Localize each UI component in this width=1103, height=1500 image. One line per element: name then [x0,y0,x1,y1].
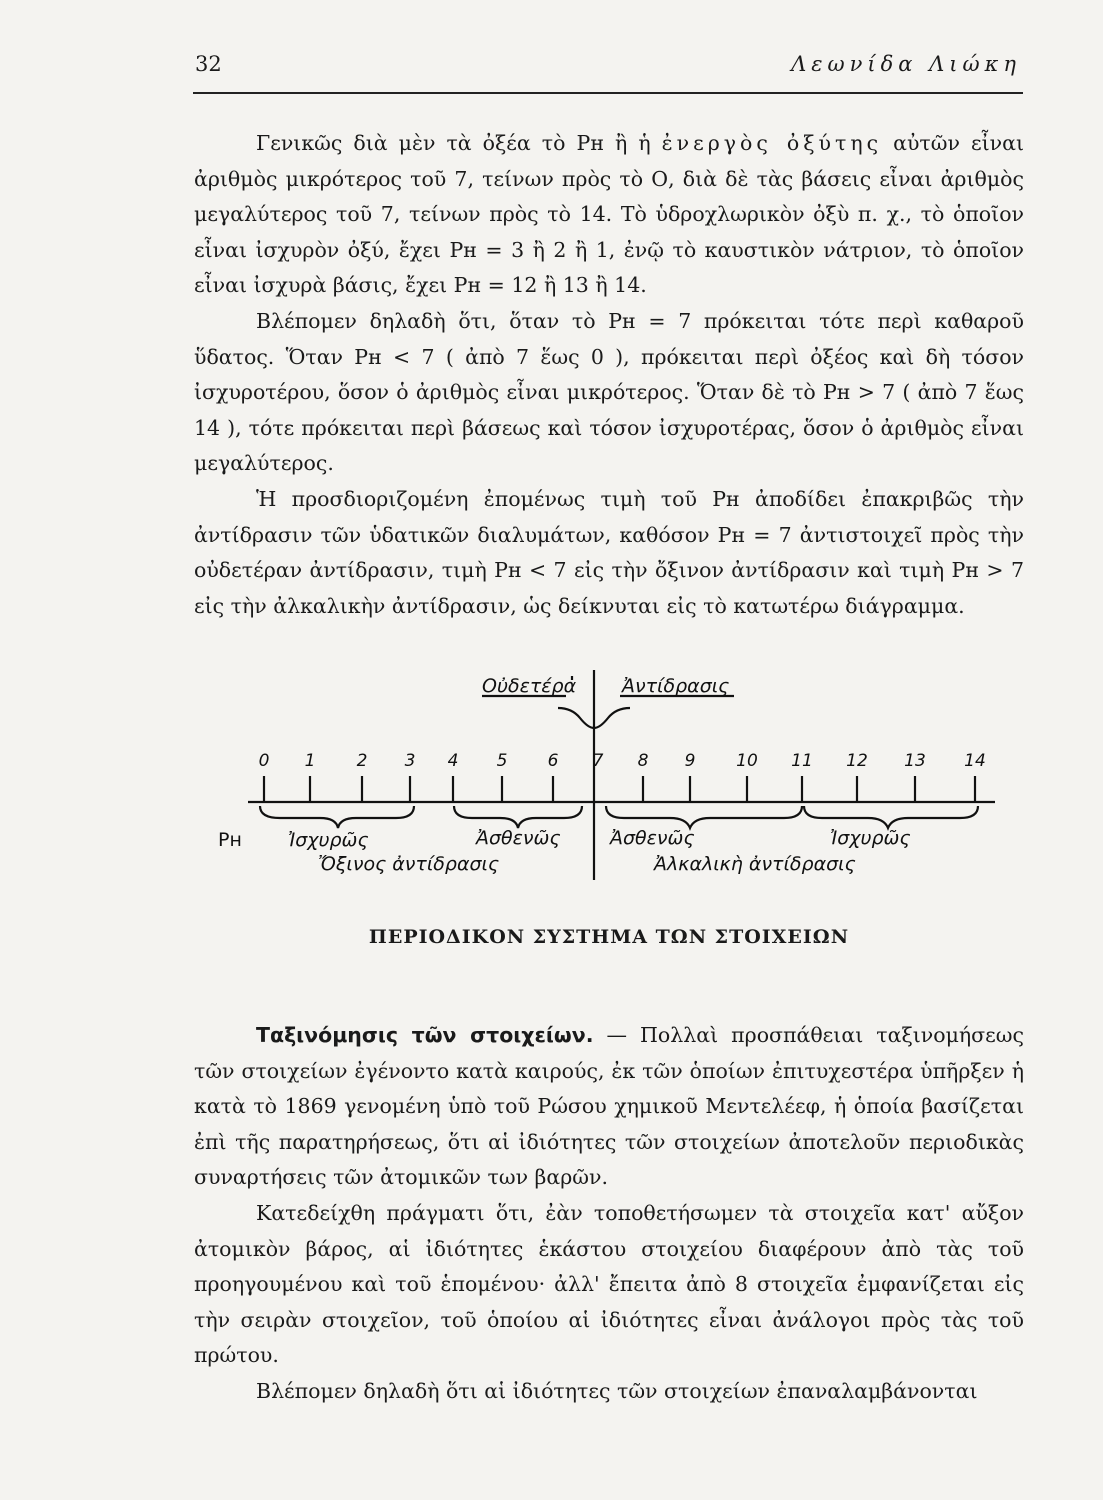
label-base-weak: Ἀσθενῶς [610,827,695,849]
ph-number: 14 [964,751,986,771]
text-block-top [194,126,1024,624]
ph-scale-svg [200,668,1020,898]
base-strong-brace [804,806,978,828]
paragraph-text: — Πολλαὶ προσπάθειαι ταξινομήσεως τῶν στοιχείων ἐγένοντο κατὰ καιρούς, ἐκ τῶν ὁποίων ἐπιτυχεστέρα ὑπῆρξεν ἡ κατὰ τὸ 1869 γενομένη ὑπὸ τοῦ Ρώσου χημικοῦ Μεντελέεφ, ἡ ὁποία βασίζεται ἐπὶ τῆς παρατηρήσεως, ὅτι αἱ ἰδιότητες τῶν στοιχείων ἀποτελοῦν περιοδικὰς συναρτήσεις τῶν ἀτομικῶν των βαρῶν. [194,1023,1024,1190]
ph-number: 6 [547,751,559,771]
label-base-strong: Ἰσχυρῶς [830,827,911,849]
page-number: 32 [195,52,222,76]
ph-number: 12 [846,751,868,771]
paragraph-title: Ταξινόμησις τῶν στοιχείων. [256,1023,594,1047]
base-weak-brace [606,806,802,828]
paragraph-text: Γενικῶς διὰ μὲν τὰ ὀξέα τὸ Pʜ ἢ ἡ [256,131,662,155]
acid-strong-brace [260,806,414,828]
section-heading: ΠΕΡΙΟΔΙΚΟΝ ΣΥΣΤΗΜΑ ΤΩΝ ΣΤΟΙΧΕΙΩΝ [368,926,850,948]
paragraph-periodicity: Κατεδείχθη πράγματι ὅτι, ἐὰν τοποθετήσωμεν τὰ στοιχεῖα κατ' αὔξον ἀτομικὸν βάρος, αἱ ἰδιότητες ἑκάστου στοιχείου διαφέρουν ἀπὸ τὰς τοῦ προηγουμένου καὶ τοῦ ἑπομένου· ἀλλ' ἔπειτα ἀπὸ 8 στοιχεῖα ἐμφανίζεται εἰς τὴν σειρὰν στοιχεῖον, τοῦ ὁποίου αἱ ἰδιότητες εἶναι ἀνάλογοι πρὸς τὰς τοῦ πρώτου. [194,1200,1024,1368]
paragraph-text: αὐτῶν εἶναι ἀριθμὸς μικρότερος τοῦ 7, τείνων πρὸς τὸ Ο, διὰ δὲ τὰς βάσεις εἶναι ἀριθμὸς μεγαλύτερος τοῦ 7, τείνων πρὸς τὸ 14. Τὸ ὑδροχλωρικὸν ὀξὺ π. χ., τὸ ὁποῖον εἶναι ἰσχυρὸν ὀξύ, ἔχει Pʜ = 3 ἢ 2 ἢ 1, ἐνῷ τὸ καυστικὸν νάτριον, τὸ ὁποῖον εἶναι ἰσχυρὰ βάσις, ἔχει Pʜ = 12 ἢ 13 ἢ 14. [194,131,1024,298]
ph-number: 1 [304,751,316,771]
label-reactions: Ἀντίδρασις [622,675,730,697]
text-block-bottom [194,1018,1024,1410]
ph-number: 0 [258,751,270,771]
emphasis-active-acidity: ἐνεργὸς ὀξύτης [661,131,883,155]
acid-weak-brace [454,806,582,828]
ph-number: 8 [637,751,649,771]
header-rule [193,92,1023,94]
ph-number: 4 [447,751,459,771]
ph-scale-diagram [200,668,1020,898]
ph-number: 13 [904,751,926,771]
ph-label: Pʜ [218,829,242,851]
ph-number: 5 [496,751,508,771]
paragraph-ph-reaction: Ἡ προσδιοριζομένη ἐπομένως τιμὴ τοῦ Pʜ ἀποδίδει ἐπακριβῶς τὴν ἀντίδρασιν τῶν ὑδατικῶν διαλυμάτων, καθόσον Pʜ = 7 ἀντιστοιχεῖ πρὸς τὴν οὐδετέραν ἀντίδρασιν, τιμὴ Pʜ < 7 εἰς τὴν ὄξινον ἀντίδρασιν καὶ τιμὴ Pʜ > 7 εἰς τὴν ἀλκαλικὴν ἀντίδρασιν, ὡς δείκνυται εἰς τὸ κατωτέρω διάγραμμα. [194,486,1024,618]
paragraph-classification [194,1018,1024,1196]
ph-number: 10 [736,751,758,771]
tick-marks [264,776,975,802]
paragraph-repetition: Βλέπομεν δηλαδὴ ὅτι αἱ ἰδιότητες τῶν στοιχείων ἐπαναλαμβάνονται [256,1378,978,1403]
ph-number: 7 [592,751,604,771]
ph-number: 3 [404,751,416,771]
ph-scale-numbers [259,751,986,771]
label-acid-strong: Ἰσχυρῶς [288,829,369,851]
label-acid-weak: Ἀσθενῶς [476,827,561,849]
ph-number: 9 [684,751,696,771]
paragraph-ph-ranges: Βλέπομεν δηλαδὴ ὅτι, ὅταν τὸ Pʜ = 7 πρόκειται τότε περὶ καθαροῦ ὕδατος. Ὅταν Pʜ < 7 ( ἀπὸ 7 ἕως 0 ), πρόκειται περὶ ὀξέος καὶ δὴ τόσον ἰσχυροτέρου, ὅσον ὁ ἀριθμὸς εἶναι μικρότερος. Ὅταν δὲ τὸ Pʜ > 7 ( ἀπὸ 7 ἕως 14 ), τότε πρόκειται περὶ βάσεως καὶ τόσον ἰσχυροτέρας, ὅσον ὁ ἀριθμὸς εἶναι μεγαλύτερος. [194,308,1024,476]
running-head: Λεωνίδα Λιώκη [791,52,1021,76]
label-acid-reaction: Ὄξινος ἀντίδρασις [318,853,500,875]
ph-number: 2 [356,751,368,771]
paragraph-ph-general [194,126,1024,304]
label-base-reaction: Ἀλκαλικὴ ἀντίδρασις [654,853,856,875]
ph-number: 11 [791,751,813,771]
label-neutral: Οὐδετέρα [482,675,577,697]
